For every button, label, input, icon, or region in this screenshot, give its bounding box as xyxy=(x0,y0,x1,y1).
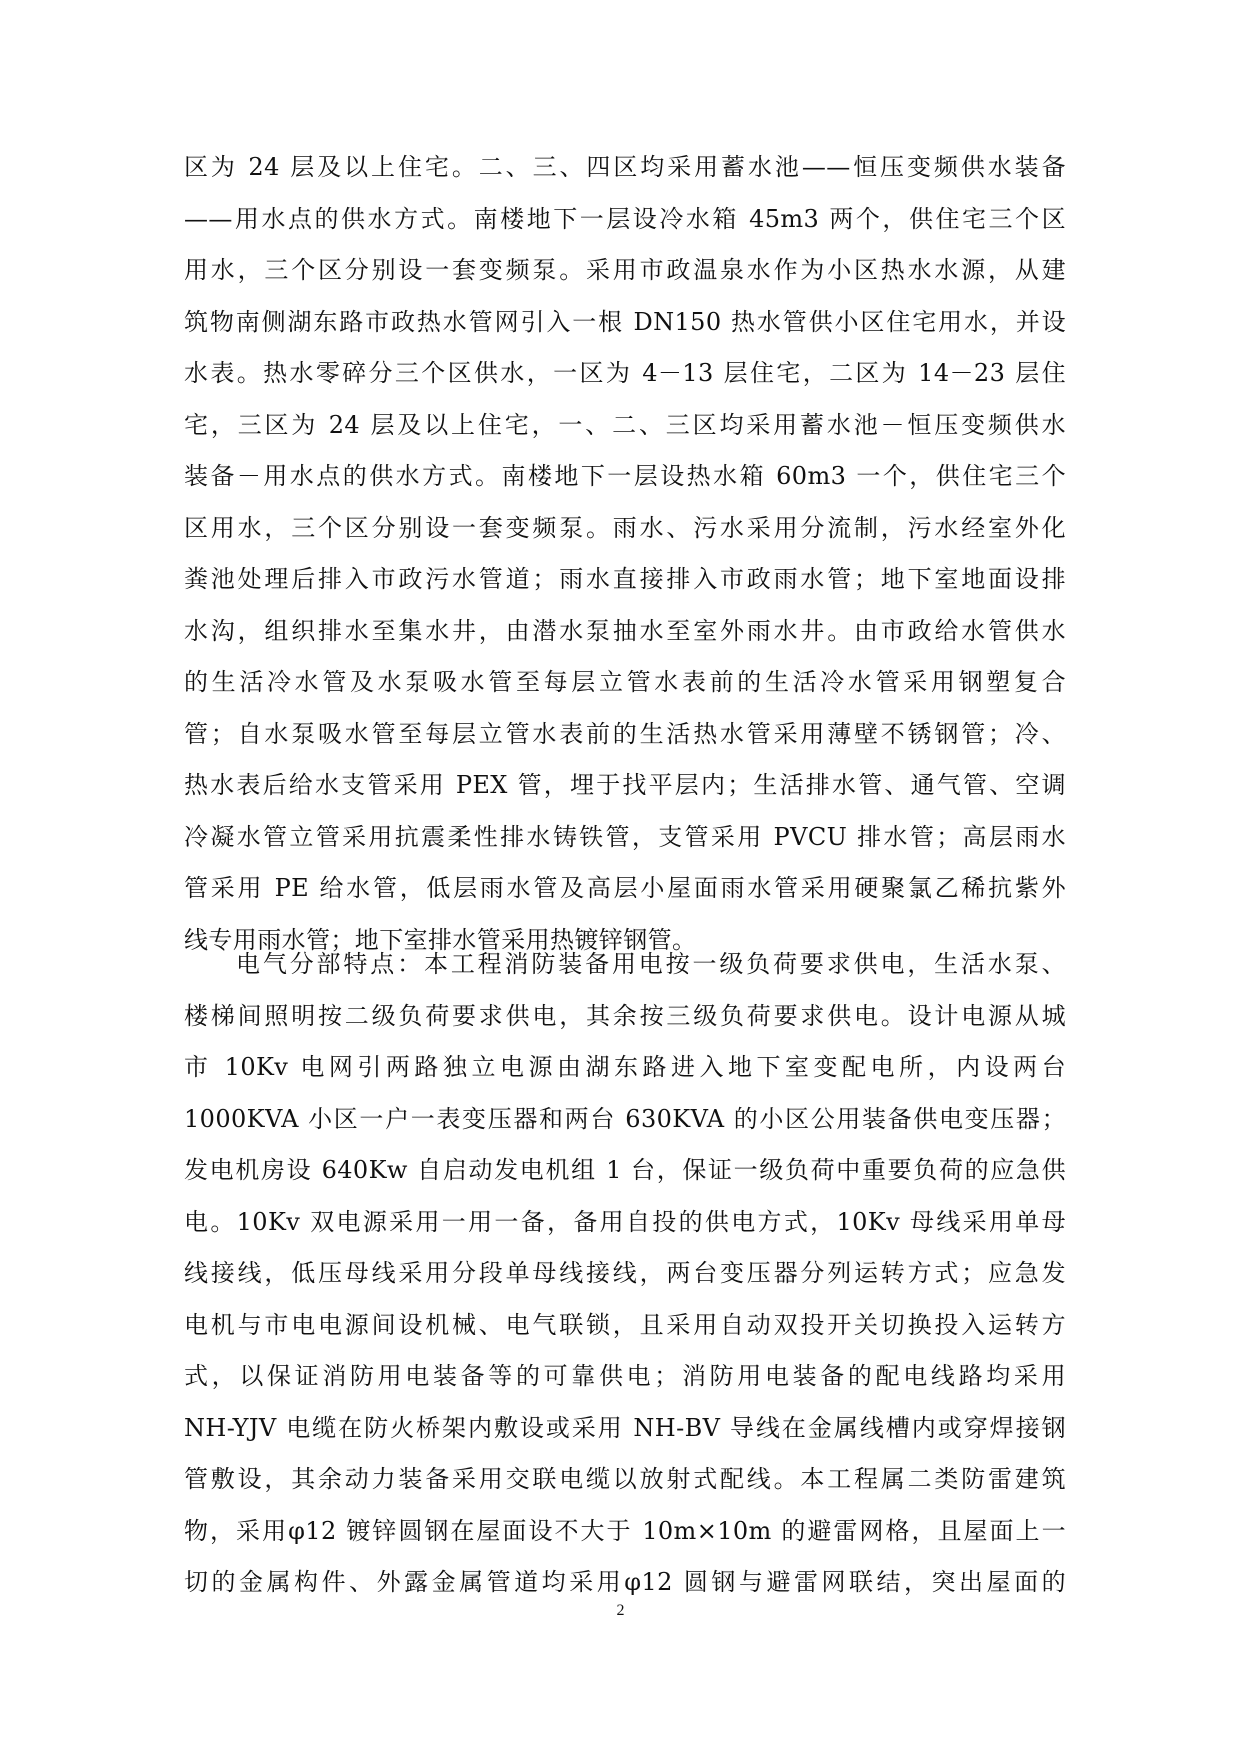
text-line: 管采用 PE 给水管，低层雨水管及高层小屋面雨水管采用硬聚氯乙稀抗紫外 xyxy=(184,874,1066,902)
text-line: ——用水点的供水方式。南楼地下一层设冷水箱 45m3 两个，供住宅三个区 xyxy=(184,204,1066,233)
text-line: 粪池处理后排入市政污水管道；雨水直接排入市政雨水管；地下室地面设排 xyxy=(184,565,1066,593)
text-line: 物，采用φ12 镀锌圆钢在屋面设不大于 10m×10m 的避雷网格，且屋面上一 xyxy=(184,1516,1066,1545)
text-line: 宅，三区为 24 层及以上住宅，一、二、三区均采用蓄水池－恒压变频供水 xyxy=(184,410,1066,439)
page-number: 2 xyxy=(616,1602,625,1619)
text-line: 市 10Kv 电网引两路独立电源由湖东路进入地下室变配电所，内设两台 xyxy=(184,1053,1066,1081)
text-line: 区用水，三个区分别设一套变频泵。雨水、污水采用分流制，污水经室外化 xyxy=(184,513,1066,542)
text-line: 管；自水泵吸水管至每层立管水表前的生活热水管采用薄壁不锈钢管；冷、 xyxy=(184,719,1066,748)
text-line: 电机与市电电源间设机械、电气联锁，且采用自动双投开关切换投入运转方 xyxy=(184,1310,1066,1339)
text-line: 电。10Kv 双电源采用一用一备，备用自投的供电方式，10Kv 母线采用单母 xyxy=(184,1207,1066,1236)
text-line: 用水，三个区分别设一套变频泵。采用市政温泉水作为小区热水水源，从建 xyxy=(184,256,1066,284)
text-line: 冷凝水管立管采用抗震柔性排水铸铁管，支管采用 PVCU 排水管；高层雨水 xyxy=(184,822,1066,851)
text-line: 楼梯间照明按二级负荷要求供电，其余按三级负荷要求供电。设计电源从城 xyxy=(184,1001,1066,1030)
text-line: 热水表后给水支管采用 PEX 管，埋于找平层内；生活排水管、通气管、空调 xyxy=(184,771,1066,799)
text-line: 切的金属构件、外露金属管道均采用φ12 圆钢与避雷网联结，突出屋面的 xyxy=(184,1568,1066,1596)
paragraph-electrical xyxy=(184,939,1066,1609)
text-line: 区为 24 层及以上住宅。二、三、四区均采用蓄水池——恒压变频供水装备 xyxy=(184,153,1066,181)
text-line: 发电机房设 640Kw 自启动发电机组 1 台，保证一级负荷中重要负荷的应急供 xyxy=(184,1156,1066,1184)
paragraph-water-supply xyxy=(184,142,1066,966)
text-line: 装备－用水点的供水方式。南楼地下一层设热水箱 60m3 一个，供住宅三个 xyxy=(184,462,1066,490)
text-line: 线接线，低压母线采用分段单母线接线，两台变压器分列运转方式；应急发 xyxy=(184,1259,1066,1287)
text-line: 式，以保证消防用电装备等的可靠供电；消防用电装备的配电线路均采用 xyxy=(184,1362,1066,1390)
text-line: 电气分部特点：本工程消防装备用电按一级负荷要求供电，生活水泵、 xyxy=(236,950,1066,978)
text-line: 水沟，组织排水至集水井，由潜水泵抽水至室外雨水井。由市政给水管供水 xyxy=(184,616,1066,645)
text-line: 管敷设，其余动力装备采用交联电缆以放射式配线。本工程属二类防雷建筑 xyxy=(184,1465,1066,1493)
text-line: 的生活冷水管及水泵吸水管至每层立管水表前的生活冷水管采用钢塑复合 xyxy=(184,668,1066,696)
text-line: 筑物南侧湖东路市政热水管网引入一根 DN150 热水管供小区住宅用水，并设 xyxy=(184,307,1066,336)
text-line: 水表。热水零碎分三个区供水，一区为 4－13 层住宅，二区为 14－23 层住 xyxy=(184,359,1066,387)
text-line: 1000KVA 小区一户一表变压器和两台 630KVA 的小区公用装备供电变压器； xyxy=(184,1104,1066,1133)
text-line: NH-YJV 电缆在防火桥架内敷设或采用 NH-BV 导线在金属线槽内或穿焊接钢 xyxy=(184,1413,1066,1442)
text-line: 线专用雨水管；地下室排水管采用热镀锌钢管。 xyxy=(184,925,697,954)
